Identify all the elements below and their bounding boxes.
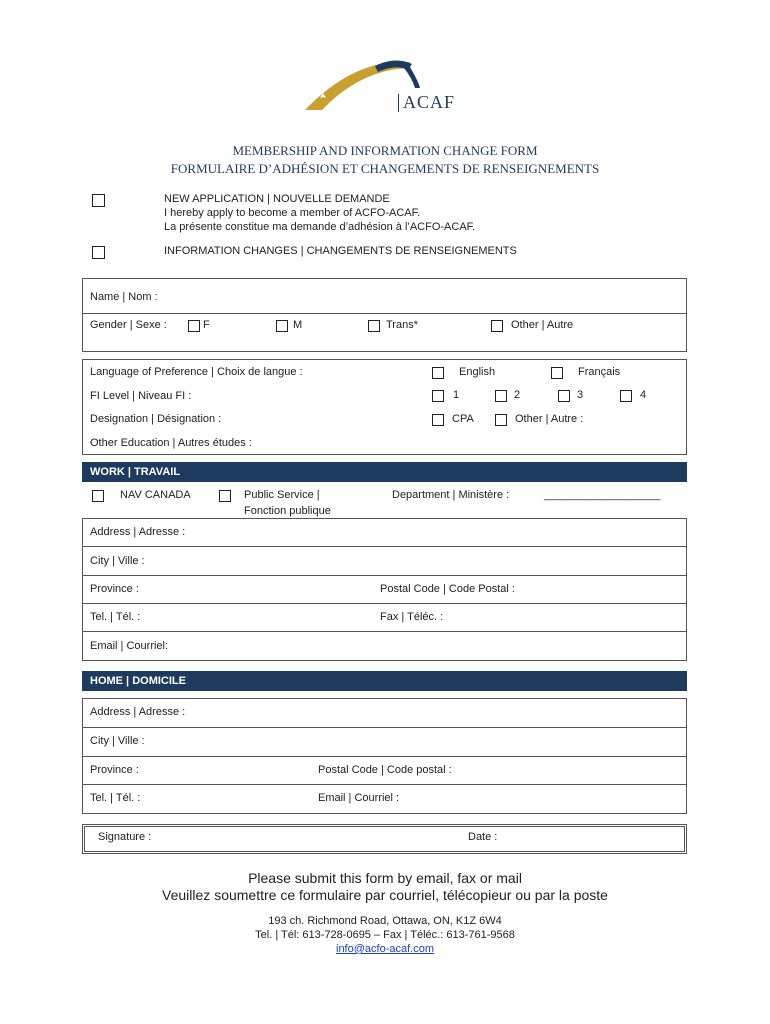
work-province-label: Province :	[90, 583, 139, 595]
public-service-label-1: Public Service |	[244, 489, 320, 501]
gender-label: Gender | Sexe :	[90, 319, 167, 331]
logo	[300, 58, 470, 118]
nav-canada-checkbox[interactable]	[92, 490, 104, 502]
department-label: Department | Ministère :	[392, 489, 510, 501]
mailing-address: 193 ch. Richmond Road, Ottawa, ON, K1Z 6W4	[268, 915, 502, 927]
personal-section	[82, 278, 687, 352]
signature-section	[82, 824, 687, 854]
gender-f-label: F	[203, 319, 210, 331]
logo-left-text: ACFO	[338, 92, 391, 112]
submit-instruction-en: Please submit this form by email, fax or mail	[248, 870, 522, 886]
language-french-checkbox[interactable]	[551, 367, 563, 379]
logo-right-text: ACAF	[403, 92, 456, 112]
new-application-desc-fr: La présente constitue ma demande d’adhésion à l’ACFO-ACAF.	[164, 221, 476, 233]
fi-level-4-label: 4	[640, 389, 647, 401]
gender-other-label: Other | Autre	[511, 319, 574, 331]
new-application-desc-en: I hereby apply to become a member of ACFO-ACAF.	[164, 207, 421, 219]
fi-level-label: FI Level | Niveau FI :	[90, 390, 192, 402]
title-line-1: MEMBERSHIP AND INFORMATION CHANGE FORM	[232, 143, 538, 158]
designation-cpa-label: CPA	[452, 413, 474, 425]
language-english-label: English	[459, 366, 496, 378]
fi-level-2-checkbox[interactable]	[495, 390, 507, 402]
gender-f-checkbox[interactable]	[188, 320, 200, 332]
information-changes-checkbox[interactable]	[92, 246, 105, 259]
home-address-label: Address | Adresse :	[90, 706, 186, 718]
fi-level-3-checkbox[interactable]	[558, 390, 570, 402]
work-postal-label: Postal Code | Code Postal :	[380, 583, 515, 595]
fi-level-2-label: 2	[514, 389, 521, 401]
home-province-label: Province :	[90, 764, 139, 776]
gender-trans-label: Trans*	[386, 319, 418, 331]
work-city-label: City | Ville :	[90, 555, 145, 567]
form-title	[0, 143, 770, 177]
contact-phones: Tel. | Tél: 613-728-0695 – Fax | Téléc.: 613-761-9568	[255, 929, 515, 941]
footer	[0, 870, 770, 955]
submit-instruction-fr: Veuillez soumettre ce formulaire par courriel, télécopieur ou par la poste	[162, 887, 608, 903]
fi-level-3-label: 3	[577, 389, 584, 401]
contact-email-link[interactable]: info@acfo-acaf.com	[336, 943, 434, 955]
fi-level-1-checkbox[interactable]	[432, 390, 444, 402]
designation-cpa-checkbox[interactable]	[432, 414, 444, 426]
gender-m-label: M	[293, 319, 303, 331]
work-fax-label: Fax | Téléc. :	[380, 611, 444, 623]
language-french-label: Français	[578, 366, 621, 378]
home-header: HOME | DOMICILE	[82, 671, 687, 691]
public-service-label-2: Fonction publique	[244, 505, 331, 517]
language-label: Language of Preference | Choix de langue :	[90, 366, 303, 378]
home-city-label: City | Ville :	[90, 735, 145, 747]
public-service-checkbox[interactable]	[219, 490, 231, 502]
work-address-label: Address | Adresse :	[90, 526, 186, 538]
home-postal-label: Postal Code | Code postal :	[318, 764, 452, 776]
designation-label: Designation | Désignation :	[90, 413, 222, 425]
work-tel-label: Tel. | Tél. :	[90, 611, 141, 623]
home-email-label: Email | Courriel :	[318, 792, 400, 804]
new-application-checkbox[interactable]	[92, 194, 105, 207]
signature-label: Signature :	[98, 831, 152, 843]
fi-level-1-label: 1	[453, 389, 460, 401]
new-application-label: NEW APPLICATION | NOUVELLE DEMANDE	[164, 193, 390, 205]
date-label: Date :	[468, 831, 498, 843]
gender-m-checkbox[interactable]	[276, 320, 288, 332]
fi-level-4-checkbox[interactable]	[620, 390, 632, 402]
designation-other-checkbox[interactable]	[495, 414, 507, 426]
gender-trans-checkbox[interactable]	[368, 320, 380, 332]
other-education-label: Other Education | Autres études :	[90, 437, 252, 449]
gender-other-checkbox[interactable]	[491, 320, 503, 332]
language-english-checkbox[interactable]	[432, 367, 444, 379]
title-line-2: FORMULAIRE D’ADHÉSION ET CHANGEMENTS DE RENSEIGNEMENTS	[170, 161, 600, 176]
home-tel-label: Tel. | Tél. :	[90, 792, 141, 804]
information-changes-label: INFORMATION CHANGES | CHANGEMENTS DE RENSEIGNEMENTS	[164, 245, 517, 257]
designation-other-label: Other | Autre :	[515, 413, 584, 425]
name-label: Name | Nom :	[90, 291, 158, 303]
nav-canada-label: NAV CANADA	[120, 489, 191, 501]
department-blank[interactable]: ___________________	[544, 489, 661, 501]
work-header: WORK | TRAVAIL	[82, 462, 687, 482]
work-email-label: Email | Courriel:	[90, 640, 169, 652]
